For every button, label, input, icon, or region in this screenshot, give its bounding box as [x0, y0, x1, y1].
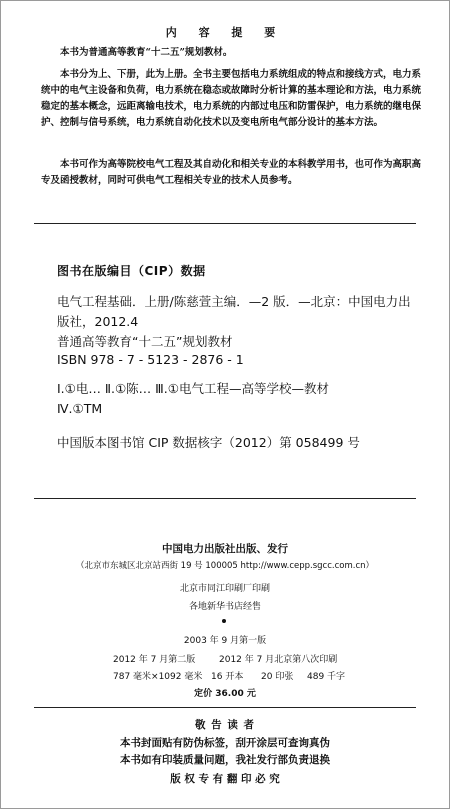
book-words: 489 千字	[307, 672, 346, 682]
notice-line-1: 本书封面贴有防伪标签，刮开涂层可查询真伪	[120, 737, 330, 749]
book-sheets: 20 印张	[261, 672, 294, 682]
first-edition: 2003 年 9 月第一版	[183, 636, 267, 646]
cip-title: 图书在版编目（CIP）数据	[57, 264, 206, 278]
distributor: 各地新华书店经售	[188, 602, 261, 612]
divider-middle	[34, 498, 416, 499]
notice-heading: 敬 告 读 者	[195, 719, 255, 731]
cip-isbn: ISBN 978 - 7 - 5123 - 2876 - 1	[57, 352, 244, 367]
book-format: 787 毫米×1092 毫米	[113, 672, 203, 682]
cip-entry: 电气工程基础．上册/陈慈萱主编．—2 版．—北京：中国电力出版社，2012.4	[57, 294, 411, 329]
eighth-printing: 2012 年 7 月北京第八次印刷	[219, 655, 338, 665]
summary-heading: 内 容 提 要	[165, 26, 285, 39]
summary-paragraph-2	[41, 67, 421, 131]
divider-top	[34, 223, 416, 224]
book-kai: 16 开本	[211, 672, 244, 682]
summary-p2-text: 本书分为上、下册，此为上册。全书主要包括电力系统组成的特点和接线方式，电力系统中的电气主设备和负荷，电力系统在稳态或故障时分析计算的基本理论和方法，电力系统稳定的基本概念，远距离输电技术，电力系统的内部过电压和防雷保护，电力系统的继电保护、控制与信号系统，电力系统自动化技术以及变电所电气部分设计的基本方法。	[41, 69, 422, 128]
summary-p3-text: 本书可作为高等院校电气工程及其自动化和相关专业的本科教学用书，也可作为高职高专及函授教材，同时可供电气工程相关专业的技术人员参考。	[41, 159, 422, 186]
notice-line-3: 版 权 专 有 翻 印 必 究	[170, 773, 280, 785]
cip-core-number: 中国版本图书馆 CIP 数据核字（2012）第 058499 号	[57, 435, 360, 450]
book-price: 定价 36.00 元	[194, 689, 256, 699]
printer: 北京市同江印刷厂印刷	[179, 584, 270, 594]
separator-dot	[222, 619, 226, 623]
notice-line-2: 本书如有印装质量问题，我社发行部负责退换	[120, 754, 330, 766]
divider-bottom	[34, 707, 416, 708]
summary-paragraph-1	[41, 45, 421, 61]
summary-paragraph-3	[41, 157, 421, 189]
cip-subjects-line-1: Ⅰ.①电… Ⅱ.①陈… Ⅲ.①电气工程—高等学校—教材	[57, 381, 329, 396]
second-edition: 2012 年 7 月第二版	[113, 655, 196, 665]
cip-series: 普通高等教育“十二五”规划教材	[57, 334, 233, 349]
summary-p1-text: 本书为普通高等教育“十二五”规划教材。	[60, 47, 233, 58]
publisher: 中国电力出版社出版、发行	[162, 543, 288, 555]
publisher-address: （北京市东城区北京站西街 19 号 100005 http://www.cepp.sgcc.com.cn）	[75, 561, 375, 571]
cip-subjects-line-2: Ⅳ.①TM	[57, 401, 103, 416]
